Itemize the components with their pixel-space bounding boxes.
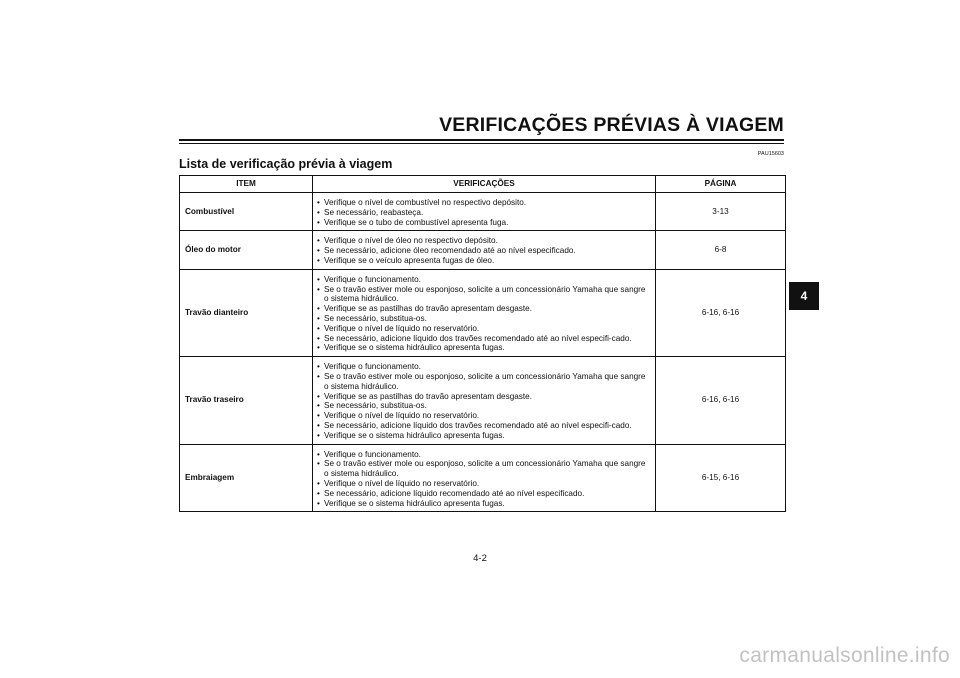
list-item: • Se necessário, substitua-os. [317,314,649,324]
row-checks [313,444,656,512]
checks-list [317,362,649,440]
header-rule-thin [179,143,784,144]
table-row [180,231,786,269]
list-item: • Verifique o nível de líquido no reservatório. [317,411,649,421]
list-item: • Se o travão estiver mole ou esponjoso, solicite a um concessionário Yamaha que sangre o sistema hidráulico. [317,372,649,392]
list-item: • Verifique o funcionamento. [317,450,649,460]
row-item-name: Combustível [180,193,313,231]
doc-code: PAU15603 [757,151,784,157]
column-header-checks: VERIFICAÇÕES [313,176,656,193]
list-item: • Verifique se o sistema hidráulico apresenta fugas. [317,343,649,353]
row-item-name: Embraiagem [180,444,313,512]
list-item: • Se o travão estiver mole ou esponjoso, solicite a um concessionário Yamaha que sangre o sistema hidráulico. [317,285,649,305]
checklist-table [179,175,786,512]
column-header-page: PÁGINA [656,176,786,193]
list-item: • Verifique se o veículo apresenta fugas de óleo. [317,256,649,266]
row-page-ref: 6-16, 6-16 [656,357,786,444]
row-checks [313,357,656,444]
list-item: • Verifique se o sistema hidráulico apresenta fugas. [317,499,649,509]
table-header-row [180,176,786,193]
chapter-title: VERIFICAÇÕES PRÉVIAS À VIAGEM [439,114,784,136]
table-row [180,357,786,444]
list-item: • Verifique o nível de líquido no reservatório. [317,324,649,334]
table-row [180,269,786,356]
row-item-name: Travão traseiro [180,357,313,444]
checks-list [317,450,649,509]
list-item: • Se necessário, reabasteça. [317,208,649,218]
list-item: • Se necessário, adicione líquido dos travões recomendado até ao nível especifi-cado. [317,334,649,344]
row-page-ref: 6-8 [656,231,786,269]
table-row [180,193,786,231]
row-item-name: Óleo do motor [180,231,313,269]
list-item: • Se necessário, adicione líquido recomendado até ao nível especificado. [317,489,649,499]
list-item: • Se necessário, adicione óleo recomendado até ao nível especificado. [317,246,649,256]
checklist-body [180,193,786,512]
checks-list [317,236,649,265]
list-item: • Verifique o nível de líquido no reservatório. [317,479,649,489]
row-page-ref: 6-15, 6-16 [656,444,786,512]
row-checks [313,269,656,356]
list-item: • Se necessário, substitua-os. [317,401,649,411]
list-item: • Verifique o nível de óleo no respectivo depósito. [317,236,649,246]
row-page-ref: 3-13 [656,193,786,231]
header-rule-thick [179,139,784,141]
list-item: • Verifique se as pastilhas do travão apresentam desgaste. [317,304,649,314]
list-item: • Verifique o funcionamento. [317,362,649,372]
list-item: • Se o travão estiver mole ou esponjoso, solicite a um concessionário Yamaha que sangre o sistema hidráulico. [317,459,649,479]
list-item: • Verifique o nível de combustível no respectivo depósito. [317,198,649,208]
page-number: 4-2 [473,553,487,564]
list-item: • Verifique se o sistema hidráulico apresenta fugas. [317,431,649,441]
chapter-tab: 4 [789,282,819,310]
row-page-ref: 6-16, 6-16 [656,269,786,356]
checks-list [317,198,649,227]
checks-list [317,275,649,353]
row-checks [313,231,656,269]
column-header-item: ITEM [180,176,313,193]
list-item: • Verifique o funcionamento. [317,275,649,285]
watermark: carmanualsonline.info [739,644,950,667]
table-row [180,444,786,512]
list-item: • Verifique se o tubo de combustível apresenta fuga. [317,218,649,228]
list-item: • Verifique se as pastilhas do travão apresentam desgaste. [317,392,649,402]
row-checks [313,193,656,231]
row-item-name: Travão dianteiro [180,269,313,356]
section-title: Lista de verificação prévia à viagem [179,157,393,171]
list-item: • Se necessário, adicione líquido dos travões recomendado até ao nível especifi-cado. [317,421,649,431]
